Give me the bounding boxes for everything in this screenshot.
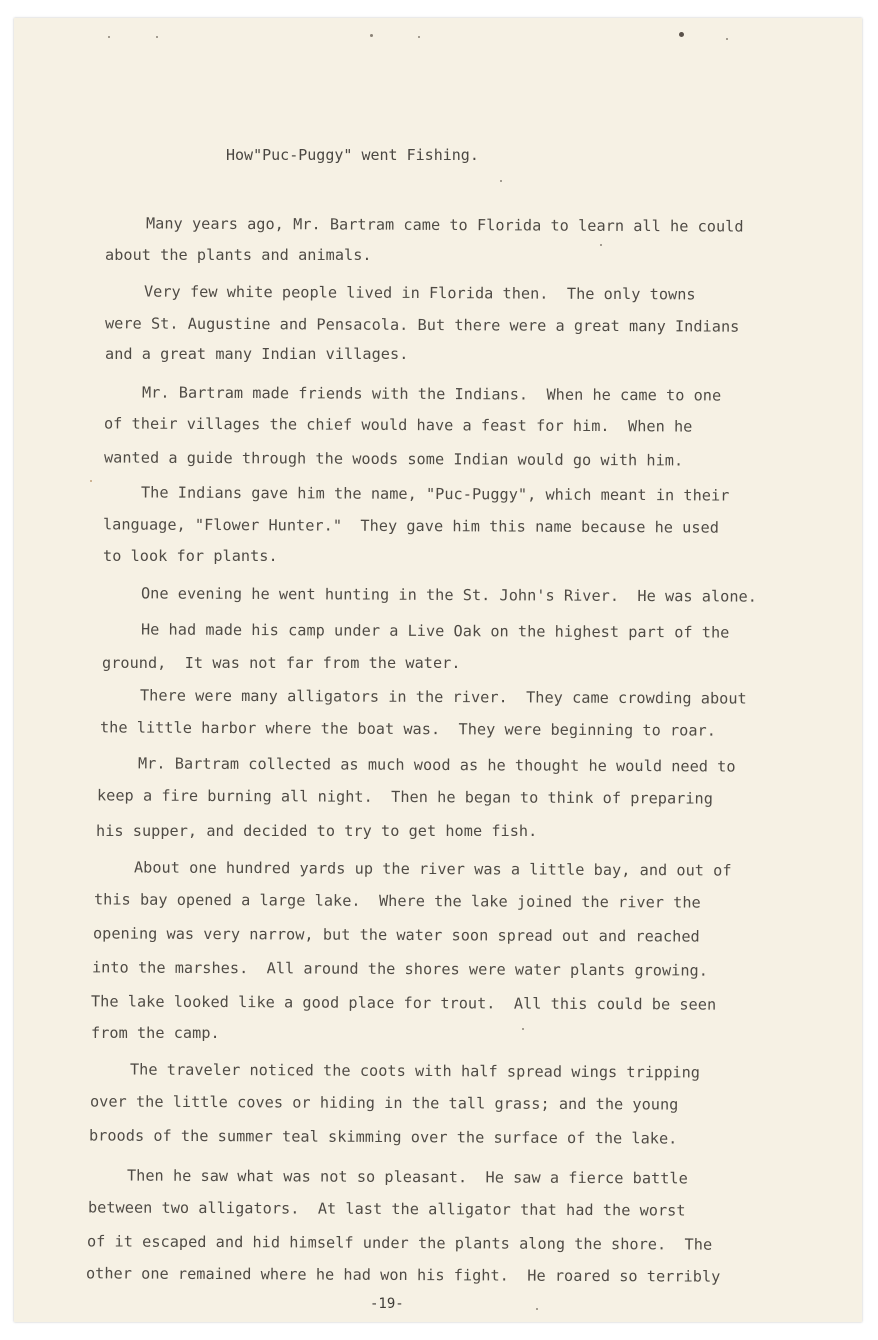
text-line: his supper, and decided to try to get home fish. bbox=[96, 822, 538, 840]
paper-speck bbox=[600, 244, 602, 246]
text-line: of their villages the chief would have a feast for him. When he bbox=[103, 414, 693, 436]
text-line: this bay opened a large lake. Where the lake joined the river the bbox=[93, 890, 701, 912]
text-line: The Indians gave him the name, "Puc-Puggy", which meant in their bbox=[140, 483, 730, 505]
paper-speck bbox=[156, 36, 158, 38]
paper-speck bbox=[522, 1028, 524, 1030]
text-line: keep a fire burning all night. Then he began to think of preparing bbox=[96, 786, 714, 808]
text-line: of it escaped and hid himself under the plants along the shore. The bbox=[86, 1232, 713, 1254]
text-line: Many years ago, Mr. Bartram came to Florida to learn all he could bbox=[145, 214, 744, 236]
paper-speck bbox=[370, 34, 373, 37]
text-line: One evening he went hunting in the St. John's River. He was alone. bbox=[140, 584, 758, 606]
text-line: Very few white people lived in Florida then. The only towns bbox=[143, 282, 696, 304]
text-line: between two alligators. At last the alligator that had the worst bbox=[87, 1198, 686, 1220]
text-line: Mr. Bartram collected as much wood as he thought he would need to bbox=[137, 754, 736, 776]
page-number: -19- bbox=[370, 1296, 404, 1312]
text-line: About one hundred yards up the river was a little bay, and out of bbox=[133, 858, 732, 880]
text-line: language, "Flower Hunter." They gave him this name because he used bbox=[102, 515, 720, 537]
paper-speck bbox=[418, 36, 420, 38]
text-line: about the plants and animals. bbox=[105, 246, 372, 264]
text-line: into the marshes. All around the shores were water plants growing. bbox=[91, 958, 709, 980]
text-line: over the little coves or hiding in the tall grass; and the young bbox=[89, 1092, 679, 1114]
text-line: ground, It was not far from the water. bbox=[102, 654, 461, 672]
paper-speck bbox=[726, 38, 728, 40]
text-line: other one remained where he had won his fight. He roared so terribly bbox=[85, 1264, 721, 1286]
text-line: were St. Augustine and Pensacola. But there were a great many Indians bbox=[104, 314, 740, 336]
document-page bbox=[14, 18, 862, 1322]
text-line: from the camp. bbox=[91, 1024, 220, 1042]
text-line: There were many alligators in the river. They came crowding about bbox=[139, 686, 747, 708]
text-line: broods of the summer teal skimming over the surface of the lake. bbox=[88, 1126, 678, 1148]
paper-speck bbox=[108, 36, 110, 38]
document-title: How"Puc-Puggy" went Fishing. bbox=[226, 146, 479, 164]
text-line: The traveler noticed the coots with half spread wings tripping bbox=[129, 1060, 701, 1082]
text-line: Mr. Bartram made friends with the Indians. When he came to one bbox=[141, 383, 722, 405]
paper-speck bbox=[679, 32, 684, 37]
text-line: and a great many Indian villages. bbox=[105, 345, 409, 363]
text-line: wanted a guide through the woods some Indian would go with him. bbox=[103, 448, 684, 470]
typed-sheet bbox=[14, 18, 862, 1322]
paper-speck bbox=[536, 1308, 538, 1310]
text-line: the little harbor where the boat was. They were beginning to roar. bbox=[99, 718, 717, 740]
text-line: He had made his camp under a Live Oak on the highest part of the bbox=[140, 620, 730, 642]
paper-speck bbox=[90, 480, 92, 482]
paper-speck bbox=[500, 180, 502, 182]
text-line: Then he saw what was not so pleasant. He saw a fierce battle bbox=[126, 1166, 688, 1188]
text-line: to look for plants. bbox=[103, 547, 278, 565]
text-line: The lake looked like a good place for trout. All this could be seen bbox=[90, 992, 717, 1014]
text-line: opening was very narrow, but the water soon spread out and reached bbox=[92, 924, 700, 946]
